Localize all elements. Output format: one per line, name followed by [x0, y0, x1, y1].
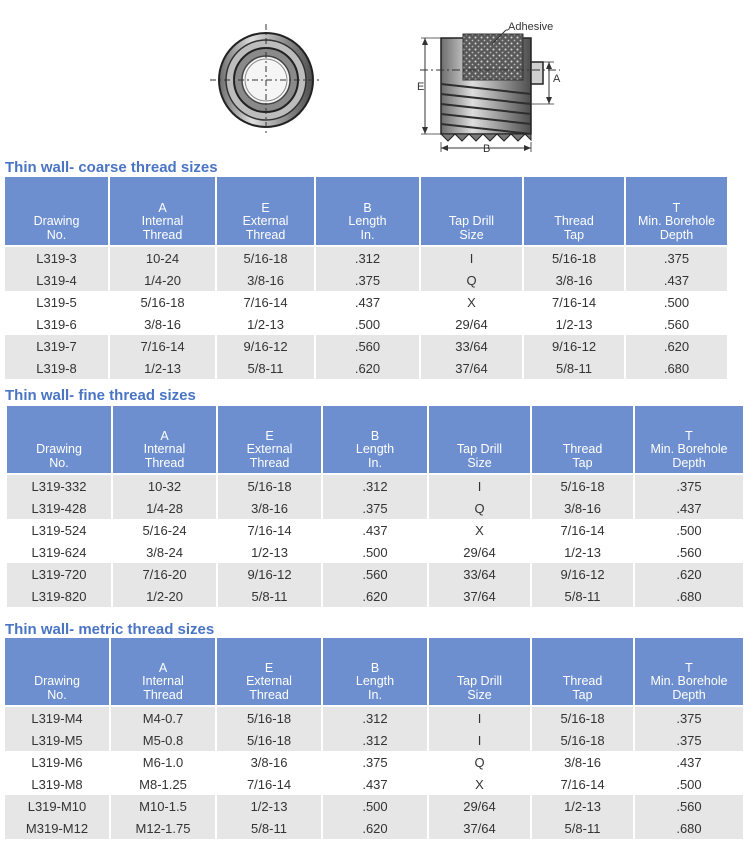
header-length — [323, 638, 427, 707]
header-line: Size — [467, 455, 492, 470]
dimension-b-label: B — [483, 143, 491, 155]
table-row — [7, 475, 743, 497]
header-line: Size — [467, 687, 492, 702]
header-thread-tap — [532, 638, 633, 707]
header-line: Depth — [672, 455, 706, 470]
cell-min-borehole-depth: .680 — [635, 817, 743, 839]
table-row — [5, 773, 743, 795]
cell-drawing-no: L319-M6 — [5, 751, 109, 773]
header-line: No. — [47, 687, 67, 702]
cell-min-borehole-depth: .560 — [635, 795, 743, 817]
cell-tap-drill-size: Q — [429, 497, 530, 519]
header-line: Depth — [672, 687, 706, 702]
cell-external-thread: 3/8-16 — [217, 269, 314, 291]
table-row — [5, 751, 743, 773]
cell-thread-tap: 3/8-16 — [524, 269, 624, 291]
cell-tap-drill-size: Q — [429, 751, 530, 773]
cell-length: .560 — [323, 563, 427, 585]
table-row — [5, 357, 727, 379]
cell-internal-thread: M12-1.75 — [111, 817, 215, 839]
header-line: E — [265, 428, 274, 443]
header-line: Min. Borehole — [650, 442, 728, 456]
cell-drawing-no: L319-6 — [5, 313, 108, 335]
cell-length: .620 — [323, 585, 427, 607]
table-row — [7, 541, 743, 563]
header-drawing-no — [7, 406, 111, 475]
cell-external-thread: 5/8-11 — [217, 357, 314, 379]
cell-internal-thread: M10-1.5 — [111, 795, 215, 817]
header-line: Internal — [143, 442, 186, 456]
cell-thread-tap: 1/2-13 — [524, 313, 624, 335]
header-line: T — [685, 428, 693, 443]
cell-length: .375 — [323, 497, 427, 519]
header-line: Thread — [562, 674, 603, 688]
cell-external-thread: 5/16-18 — [217, 247, 314, 269]
table-row — [5, 795, 743, 817]
cell-thread-tap: 7/16-14 — [532, 519, 633, 541]
header-drawing-no — [5, 177, 108, 247]
cell-internal-thread: M8-1.25 — [111, 773, 215, 795]
header-external-thread — [217, 638, 321, 707]
cell-min-borehole-depth: .680 — [635, 585, 743, 607]
header-line: Min. Borehole — [650, 674, 728, 688]
cell-thread-tap: 5/8-11 — [524, 357, 624, 379]
header-row — [5, 638, 743, 707]
cell-internal-thread: M6-1.0 — [111, 751, 215, 773]
cell-min-borehole-depth: .560 — [635, 541, 743, 563]
header-tap-drill-size — [421, 177, 522, 247]
cell-thread-tap: 1/2-13 — [532, 795, 633, 817]
cell-length: .437 — [323, 519, 427, 541]
table-row — [5, 313, 727, 335]
cell-drawing-no: L319-4 — [5, 269, 108, 291]
cell-external-thread: 7/16-14 — [217, 291, 314, 313]
cell-drawing-no: L319-5 — [5, 291, 108, 313]
cell-length: .437 — [316, 291, 419, 313]
header-line: External — [246, 674, 292, 688]
table-row — [5, 729, 743, 751]
cell-internal-thread: 5/16-24 — [113, 519, 216, 541]
header-line: Thread — [554, 214, 594, 228]
cell-external-thread: 5/8-11 — [218, 585, 321, 607]
cell-drawing-no: L319-7 — [5, 335, 108, 357]
cell-internal-thread: 1/4-20 — [110, 269, 215, 291]
header-line: Depth — [659, 227, 694, 242]
cell-tap-drill-size: X — [429, 519, 530, 541]
cell-internal-thread: M4-0.7 — [111, 707, 215, 729]
cell-min-borehole-depth: .620 — [635, 563, 743, 585]
header-line: Drawing — [34, 674, 80, 688]
cell-drawing-no: M319-M12 — [5, 817, 109, 839]
cell-external-thread: 9/16-12 — [217, 335, 314, 357]
header-line: In. — [368, 687, 382, 702]
header-internal-thread — [110, 177, 215, 247]
cell-internal-thread: 3/8-16 — [110, 313, 215, 335]
header-line: Tap Drill — [456, 442, 503, 456]
cell-tap-drill-size: 29/64 — [429, 541, 530, 563]
cell-tap-drill-size: Q — [421, 269, 522, 291]
cell-min-borehole-depth: .437 — [635, 497, 743, 519]
header-line: Length — [355, 674, 395, 688]
cell-min-borehole-depth: .680 — [626, 357, 727, 379]
header-line: Min. Borehole — [637, 214, 716, 228]
fine-thread-title: Thin wall- fine thread sizes — [5, 387, 196, 404]
cell-min-borehole-depth: .620 — [626, 335, 727, 357]
cell-internal-thread: 7/16-20 — [113, 563, 216, 585]
cell-length: .437 — [323, 773, 427, 795]
header-line: Internal — [141, 214, 184, 228]
cell-tap-drill-size: I — [429, 729, 530, 751]
fine-thread-table — [5, 406, 745, 607]
header-tap-drill-size — [429, 638, 530, 707]
header-line: Tap — [572, 455, 593, 470]
cell-drawing-no: L319-720 — [7, 563, 111, 585]
cell-length: .312 — [316, 247, 419, 269]
header-line: A — [158, 660, 168, 675]
cell-min-borehole-depth: .500 — [635, 519, 743, 541]
cell-internal-thread: 1/4-28 — [113, 497, 216, 519]
cell-drawing-no: L319-820 — [7, 585, 111, 607]
header-line: Thread — [245, 227, 286, 242]
header-line: Tap Drill — [448, 214, 495, 228]
header-min-borehole-depth — [626, 177, 727, 247]
table-row — [7, 497, 743, 519]
cell-drawing-no: L319-M4 — [5, 707, 109, 729]
cell-length: .312 — [323, 707, 427, 729]
header-line: Drawing — [36, 442, 82, 456]
header-line: No. — [46, 227, 67, 242]
cell-thread-tap: 9/16-12 — [532, 563, 633, 585]
cell-tap-drill-size: 33/64 — [421, 335, 522, 357]
header-line: B — [370, 428, 380, 443]
metric-thread-table — [3, 638, 745, 839]
table-row — [7, 563, 743, 585]
adhesive-label: Adhesive — [508, 21, 554, 33]
header-drawing-no — [5, 638, 109, 707]
cell-thread-tap: 1/2-13 — [532, 541, 633, 563]
cell-thread-tap: 7/16-14 — [532, 773, 633, 795]
dimension-a-label: A — [553, 73, 561, 85]
cell-min-borehole-depth: .500 — [626, 291, 727, 313]
cell-min-borehole-depth: .437 — [626, 269, 727, 291]
cell-internal-thread: 7/16-14 — [110, 335, 215, 357]
header-length — [323, 406, 427, 475]
cell-internal-thread: M5-0.8 — [111, 729, 215, 751]
cell-min-borehole-depth: .437 — [635, 751, 743, 773]
header-line: Tap Drill — [456, 674, 503, 688]
header-line: T — [672, 200, 681, 215]
cell-length: .500 — [316, 313, 419, 335]
header-line: Tap — [563, 227, 585, 242]
cell-min-borehole-depth: .560 — [626, 313, 727, 335]
cell-length: .500 — [323, 541, 427, 563]
dimension-e-label: E — [417, 81, 425, 93]
cell-length: .312 — [323, 475, 427, 497]
cell-min-borehole-depth: .375 — [635, 475, 743, 497]
cell-external-thread: 3/8-16 — [218, 497, 321, 519]
header-line: Thread — [143, 687, 183, 702]
header-min-borehole-depth — [635, 406, 743, 475]
header-line: Drawing — [33, 214, 80, 228]
cell-tap-drill-size: 37/64 — [429, 817, 530, 839]
cell-length: .620 — [316, 357, 419, 379]
header-line: Thread — [144, 455, 185, 470]
header-thread-tap — [532, 406, 633, 475]
cell-drawing-no: L319-M8 — [5, 773, 109, 795]
insert-drawings — [0, 0, 750, 160]
header-line: A — [158, 200, 167, 215]
header-line: No. — [49, 455, 69, 470]
cell-length: .500 — [323, 795, 427, 817]
cell-drawing-no: L319-8 — [5, 357, 108, 379]
cell-internal-thread: 1/2-13 — [110, 357, 215, 379]
header-line: E — [261, 200, 270, 215]
header-line: Length — [348, 214, 387, 228]
cell-min-borehole-depth: .375 — [626, 247, 727, 269]
header-line: External — [246, 442, 293, 456]
cell-tap-drill-size: 33/64 — [429, 563, 530, 585]
header-line: Thread — [142, 227, 183, 242]
cell-tap-drill-size: 37/64 — [429, 585, 530, 607]
cell-external-thread: 1/2-13 — [217, 313, 314, 335]
cell-tap-drill-size: 29/64 — [429, 795, 530, 817]
cell-external-thread: 5/16-18 — [217, 729, 321, 751]
table-row — [5, 707, 743, 729]
cell-drawing-no: L319-428 — [7, 497, 111, 519]
cell-thread-tap: 5/16-18 — [532, 475, 633, 497]
header-line: Length — [355, 442, 395, 456]
cell-external-thread: 5/8-11 — [217, 817, 321, 839]
header-line: In. — [360, 227, 375, 242]
cell-tap-drill-size: 37/64 — [421, 357, 522, 379]
cell-tap-drill-size: I — [429, 707, 530, 729]
table-row — [5, 335, 727, 357]
cell-internal-thread: 3/8-24 — [113, 541, 216, 563]
cell-thread-tap: 3/8-16 — [532, 497, 633, 519]
cell-thread-tap: 9/16-12 — [524, 335, 624, 357]
cell-tap-drill-size: I — [429, 475, 530, 497]
cell-internal-thread: 5/16-18 — [110, 291, 215, 313]
cell-external-thread: 5/16-18 — [217, 707, 321, 729]
cell-length: .375 — [323, 751, 427, 773]
cell-thread-tap: 7/16-14 — [524, 291, 624, 313]
header-external-thread — [217, 177, 314, 247]
cell-thread-tap: 5/8-11 — [532, 585, 633, 607]
cell-tap-drill-size: X — [429, 773, 530, 795]
cell-length: .560 — [316, 335, 419, 357]
cell-external-thread: 9/16-12 — [218, 563, 321, 585]
table-row — [5, 291, 727, 313]
cell-drawing-no: L319-3 — [5, 247, 108, 269]
header-internal-thread — [113, 406, 216, 475]
header-line: Internal — [142, 674, 184, 688]
cell-tap-drill-size: I — [421, 247, 522, 269]
header-line: T — [685, 660, 693, 675]
header-row — [7, 406, 743, 475]
header-tap-drill-size — [429, 406, 530, 475]
cell-thread-tap: 5/8-11 — [532, 817, 633, 839]
cell-thread-tap: 5/16-18 — [532, 707, 633, 729]
table-row — [7, 585, 743, 607]
table-row — [5, 817, 743, 839]
cell-thread-tap: 5/16-18 — [532, 729, 633, 751]
cell-external-thread: 5/16-18 — [218, 475, 321, 497]
coarse-thread-table — [3, 177, 729, 379]
cell-min-borehole-depth: .375 — [635, 707, 743, 729]
header-thread-tap — [524, 177, 624, 247]
metric-thread-title: Thin wall- metric thread sizes — [5, 621, 215, 638]
cell-external-thread: 7/16-14 — [217, 773, 321, 795]
table-row — [5, 247, 727, 269]
cell-external-thread: 1/2-13 — [218, 541, 321, 563]
header-internal-thread — [111, 638, 215, 707]
insert-drawing-svg — [0, 0, 750, 160]
cell-external-thread: 1/2-13 — [217, 795, 321, 817]
header-row — [5, 177, 727, 247]
cell-min-borehole-depth: .500 — [635, 773, 743, 795]
cell-external-thread: 7/16-14 — [218, 519, 321, 541]
header-line: B — [363, 200, 372, 215]
cell-drawing-no: L319-524 — [7, 519, 111, 541]
cell-length: .312 — [323, 729, 427, 751]
header-length — [316, 177, 419, 247]
cell-min-borehole-depth: .375 — [635, 729, 743, 751]
cell-drawing-no: L319-M5 — [5, 729, 109, 751]
cell-length: .375 — [316, 269, 419, 291]
cell-thread-tap: 5/16-18 — [524, 247, 624, 269]
header-line: A — [160, 428, 169, 443]
cell-drawing-no: L319-624 — [7, 541, 111, 563]
cell-internal-thread: 10-24 — [110, 247, 215, 269]
header-line: Thread — [562, 442, 603, 456]
cell-length: .620 — [323, 817, 427, 839]
header-line: Thread — [249, 455, 290, 470]
header-line: Thread — [249, 687, 289, 702]
header-external-thread — [218, 406, 321, 475]
end-view-drawing — [210, 24, 322, 136]
header-line: In. — [368, 455, 382, 470]
cell-thread-tap: 3/8-16 — [532, 751, 633, 773]
table-row — [5, 269, 727, 291]
cell-drawing-no: L319-332 — [7, 475, 111, 497]
coarse-thread-title: Thin wall- coarse thread sizes — [5, 159, 218, 176]
cell-external-thread: 3/8-16 — [217, 751, 321, 773]
header-line: Tap — [572, 687, 593, 702]
cell-tap-drill-size: 29/64 — [421, 313, 522, 335]
header-min-borehole-depth — [635, 638, 743, 707]
table-row — [7, 519, 743, 541]
header-line: Size — [459, 227, 484, 242]
header-line: E — [264, 660, 274, 675]
cell-tap-drill-size: X — [421, 291, 522, 313]
header-line: B — [370, 660, 380, 675]
cell-drawing-no: L319-M10 — [5, 795, 109, 817]
side-view-drawing — [417, 21, 561, 155]
cell-internal-thread: 10-32 — [113, 475, 216, 497]
cell-internal-thread: 1/2-20 — [113, 585, 216, 607]
header-line: External — [242, 214, 289, 228]
